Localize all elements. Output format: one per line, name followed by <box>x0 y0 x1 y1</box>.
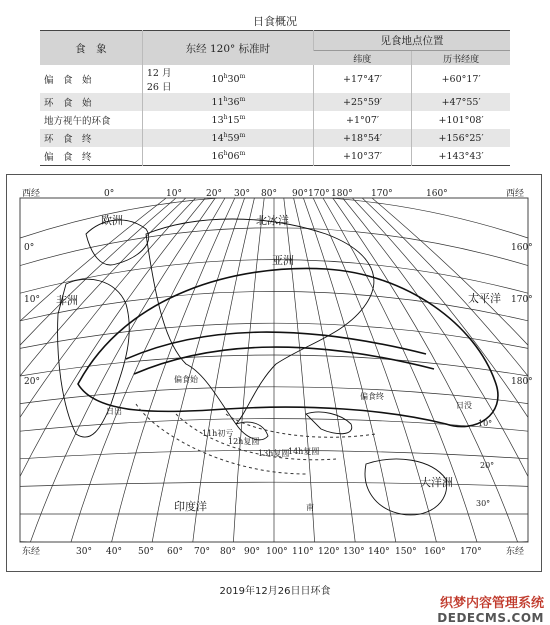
time-cell: 11$^h$36$^m$ <box>182 93 314 111</box>
label-partial-start: 偏食始 <box>174 375 198 384</box>
time-cell: 16$^h$06$^m$ <box>211 149 246 163</box>
edge-label-top-8: 180° <box>331 189 353 199</box>
meridian-line <box>6 198 205 542</box>
meridian-line <box>152 198 244 542</box>
lon-cell: +101°08′ <box>412 111 510 129</box>
meridian-line <box>313 198 436 542</box>
meridian-line <box>193 198 255 542</box>
edge-label-right-0: 160° <box>511 243 533 253</box>
time-cell: 13$^h$15$^m$ <box>211 113 246 127</box>
meridian-line <box>112 198 235 542</box>
edge-label-left-1: 10° <box>24 295 40 305</box>
time-cell: 10$^h$30$^m$ <box>211 72 246 86</box>
edge-label-left-2: 20° <box>24 377 40 387</box>
eclipse-limits <box>78 268 498 426</box>
lat-cell: +17°47′ <box>313 65 411 93</box>
date-cell <box>142 111 181 129</box>
event-cell: 环 食 始 <box>40 93 142 111</box>
label-africa: 非洲 <box>56 294 78 307</box>
label-australia: 大洋洲 <box>420 476 453 489</box>
table-row <box>40 147 510 166</box>
edge-label-right-2: 180° <box>511 377 533 387</box>
time-cell: 14$^h$59$^m$ <box>182 129 314 147</box>
label-europe: 欧洲 <box>101 214 123 227</box>
coastlines <box>58 219 447 515</box>
table-row <box>40 111 510 129</box>
lat-cell: +25°59′ <box>313 93 411 111</box>
central-line-south <box>134 347 434 374</box>
edge-label-top-11: 西经 <box>506 189 525 199</box>
lat-cell: +10°37′ <box>313 147 411 166</box>
label-coord-30: 30° <box>476 499 491 508</box>
col-event-header: 食 象 <box>40 31 142 66</box>
lat-cell: +18°54′ <box>313 129 411 147</box>
edge-label-top-4: 30° <box>234 189 250 199</box>
meridian-line <box>6 198 196 542</box>
label-indian: 印度洋 <box>174 500 207 513</box>
watermark-line2: DEDECMS.COM <box>437 611 544 625</box>
label-south: 南 <box>306 503 314 512</box>
edge-label-bottom-8: 100° <box>266 547 288 557</box>
event-cell: 地方视午的环食 <box>44 116 111 127</box>
edge-labels <box>22 187 533 557</box>
figure-caption: 2019年12月26日日环食 <box>219 586 331 597</box>
table-row <box>40 65 510 93</box>
edge-label-bottom-5: 70° <box>194 547 210 557</box>
col-location-header: 见食地点位置 <box>313 31 510 51</box>
edge-label-top-3: 20° <box>206 189 222 199</box>
label-12h: 12h复圆 <box>228 437 260 446</box>
edge-label-bottom-9: 110° <box>292 547 314 557</box>
event-cell: 偏 食 始 <box>44 75 92 86</box>
lon-cell: +156°25′ <box>412 129 510 147</box>
edge-label-top-6: 90° <box>292 189 308 199</box>
event-cell: 偏 食 终 <box>44 152 92 163</box>
eclipse-path-map <box>6 174 542 572</box>
table-row <box>40 129 510 147</box>
edge-label-right-1: 170° <box>511 295 533 305</box>
edge-label-bottom-11: 130° <box>343 547 365 557</box>
meridian-line <box>323 198 477 542</box>
watermark-line1: 织梦内容管理系统 <box>439 596 544 611</box>
edge-label-bottom-12: 140° <box>368 547 390 557</box>
date-cell <box>142 129 181 147</box>
edge-label-bottom-13: 150° <box>395 547 417 557</box>
edge-label-top-10: 160° <box>426 189 448 199</box>
edge-label-bottom-4: 60° <box>167 547 183 557</box>
edge-label-top-0: 西经 <box>22 189 41 199</box>
date-cell: 12 月 26 日 <box>142 65 181 93</box>
edge-label-top-1: 0° <box>104 189 115 199</box>
watermark <box>437 592 544 625</box>
lon-cell: +143°43′ <box>412 147 510 166</box>
islands-outline <box>306 412 352 434</box>
label-asia: 亚洲 <box>272 254 294 267</box>
edge-label-bottom-15: 170° <box>460 547 482 557</box>
label-coord-10: 10° <box>478 419 493 428</box>
meridian-line <box>294 198 356 542</box>
lon-cell: +60°17′ <box>412 65 510 93</box>
label-14h: 14h复圆 <box>288 447 320 456</box>
event-cell: 环 食 终 <box>40 129 142 147</box>
label-coord-20: 20° <box>480 461 495 470</box>
date-cell <box>142 93 181 111</box>
label-pacific: 太平洋 <box>468 292 501 305</box>
edge-label-bottom-3: 50° <box>138 547 154 557</box>
label-sunset: 日没 <box>456 401 472 410</box>
edge-label-left-0: 0° <box>24 243 35 253</box>
edge-label-bottom-0: 东经 <box>22 547 41 557</box>
label-partial-end: 偏食终 <box>360 392 384 401</box>
label-sunrise: 日出 <box>106 407 122 416</box>
label-11h: 11h初亏 <box>202 429 234 438</box>
col-lat-header: 纬度 <box>313 51 411 66</box>
edge-label-top-7: 170° <box>308 189 330 199</box>
meridian-line <box>303 198 395 542</box>
table-title: 日食概况 <box>253 15 297 28</box>
meridian-line <box>284 198 315 542</box>
edge-label-bottom-16: 东经 <box>506 547 525 557</box>
edge-label-top-9: 170° <box>371 189 393 199</box>
edge-label-top-2: 10° <box>166 189 182 199</box>
meridian-line <box>233 198 264 542</box>
label-arctic: 北冰洋 <box>256 214 289 227</box>
eclipse-overview-table <box>40 30 510 166</box>
label-13h: 13h复圆 <box>258 449 290 458</box>
col-time-header: 东经 120° 标准时 <box>142 31 313 66</box>
edge-label-bottom-10: 120° <box>318 547 340 557</box>
lat-cell: +1°07′ <box>313 111 411 129</box>
annotation-labels <box>106 374 494 512</box>
lon-cell: +47°55′ <box>412 93 510 111</box>
table-row <box>40 93 510 111</box>
edge-label-bottom-14: 160° <box>424 547 446 557</box>
edge-label-bottom-6: 80° <box>220 547 236 557</box>
col-lon-header: 历书经度 <box>412 51 510 66</box>
date-cell <box>142 147 181 166</box>
edge-label-bottom-7: 90° <box>244 547 260 557</box>
edge-label-bottom-1: 30° <box>76 547 92 557</box>
edge-label-bottom-2: 40° <box>106 547 122 557</box>
edge-label-top-5: 80° <box>261 189 277 199</box>
